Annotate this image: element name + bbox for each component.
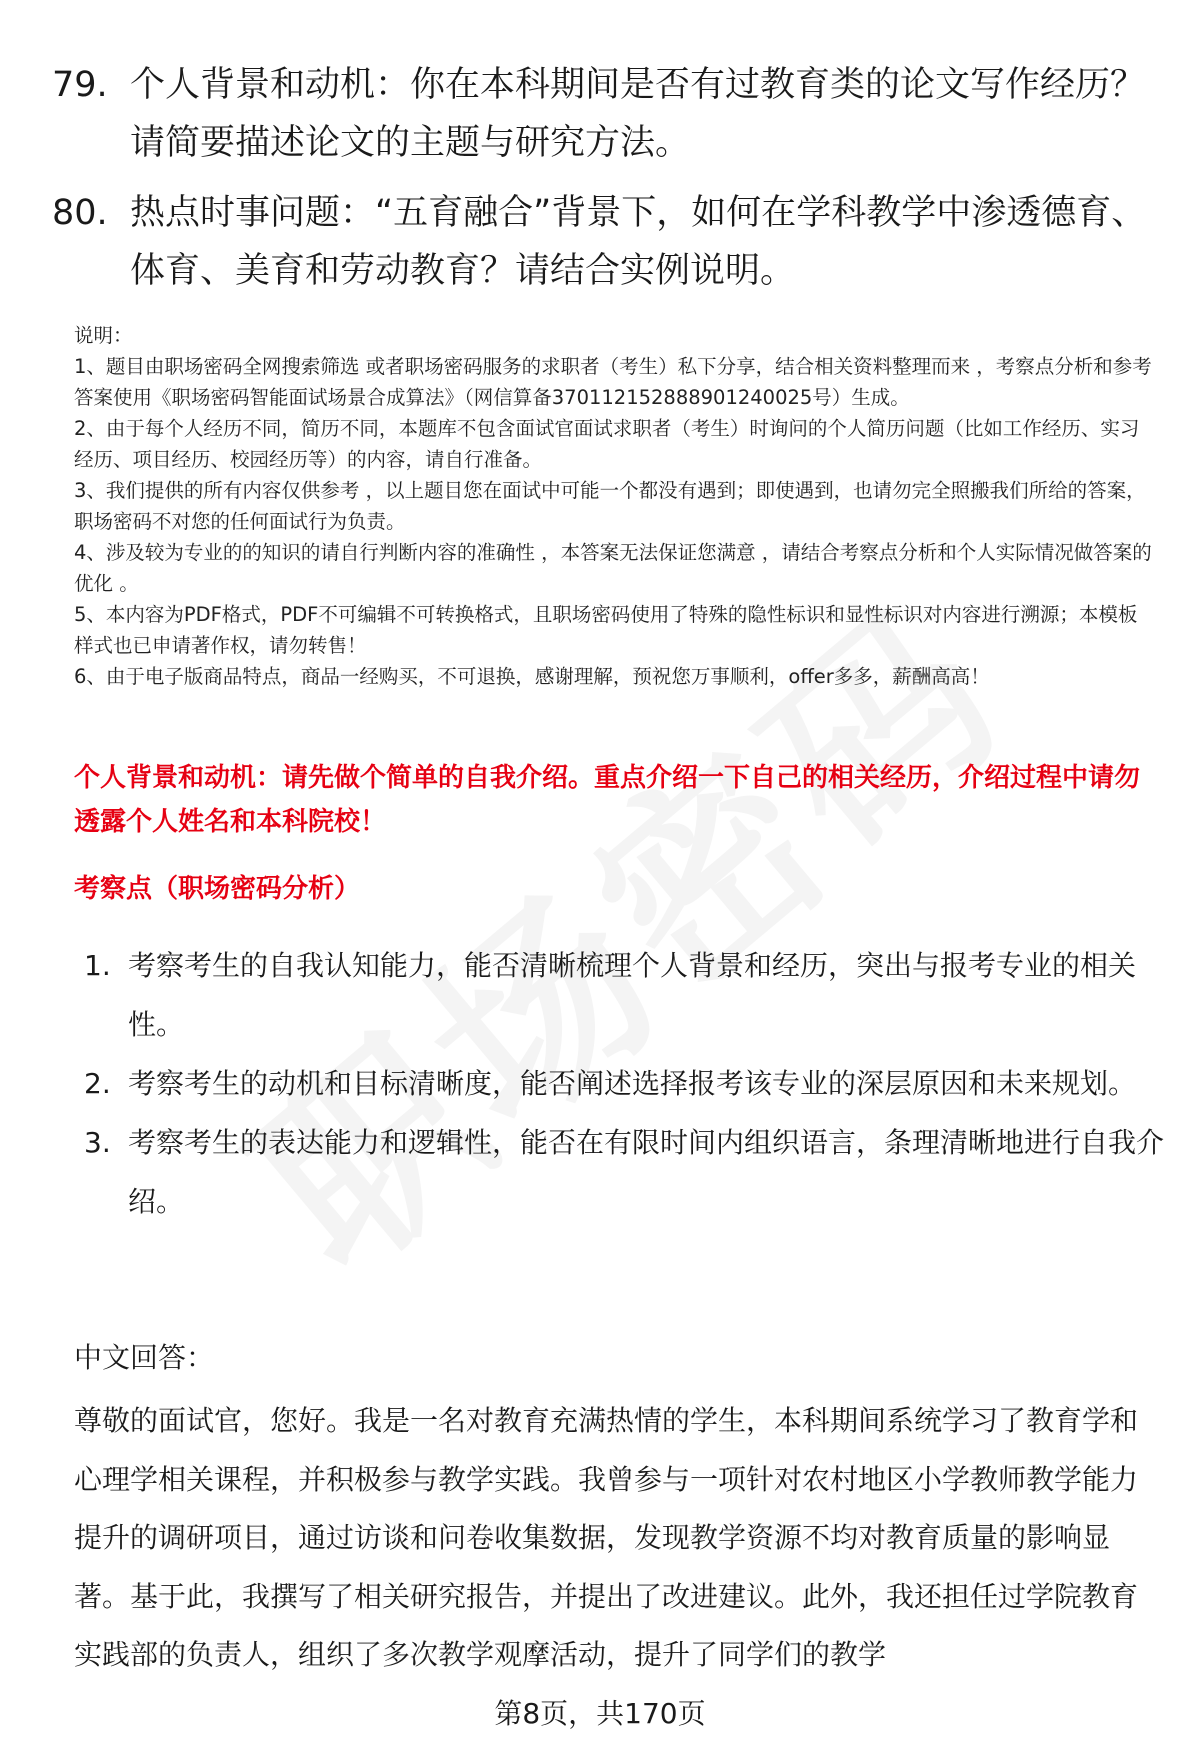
analysis-heading: 考察点（职场密码分析）	[74, 874, 361, 904]
analysis-point	[84, 936, 1164, 1054]
notes-section	[74, 320, 1154, 692]
point-text: 考察考生的表达能力和逻辑性，能否在有限时间内组织语言，条理清晰地进行自我介绍。	[128, 1126, 1165, 1218]
point-text: 考察考生的动机和目标清晰度，能否阐述选择报考该专业的深层原因和未来规划。	[128, 1067, 1137, 1100]
note-item: 6、由于电子版商品特点，商品一经购买，不可退换，感谢理解，预祝您万事顺利，offer多多，薪酬高高！	[74, 665, 990, 688]
page-footer: 第8页，共170页	[494, 1697, 706, 1730]
question-number: 80.	[52, 193, 108, 233]
analysis-point	[84, 1113, 1164, 1231]
question-80	[52, 184, 1152, 300]
question-number: 79.	[52, 65, 108, 105]
point-number: 3.	[84, 1126, 111, 1159]
point-number: 2.	[84, 1067, 111, 1100]
answer-text: 尊敬的面试官，您好。我是一名对教育充满热情的学生，本科期间系统学习了教育学和心理学相关课程，并积极参与教学实践。我曾参与一项针对农村地区小学教师教学能力提升的调研项目，通过访谈和问卷收集数据，发现教学资源不均对教育质量的影响显著。基于此，我撰写了相关研究报告，并提出了改进建议。此外，我还担任过学院教育实践部的负责人，组织了多次教学观摩活动，提升了同学们的教学	[74, 1404, 1139, 1671]
point-number: 1.	[84, 949, 111, 982]
point-text: 考察考生的自我认知能力，能否清晰梳理个人背景和经历，突出与报考专业的相关性。	[128, 949, 1137, 1041]
note-item: 5、本内容为PDF格式，PDF不可编辑不可转换格式，且职场密码使用了特殊的隐性标识和显性标识对内容进行溯源；本模板样式也已申请著作权，请勿转售！	[74, 603, 1138, 657]
analysis-point	[84, 1054, 1164, 1113]
question-text: 个人背景和动机：你在本科期间是否有过教育类的论文写作经历？请简要描述论文的主题与研究方法。	[130, 65, 1146, 163]
answer-label: 中文回答：	[74, 1341, 215, 1374]
question-text: 热点时事问题：“五育融合”背景下，如何在学科教学中渗透德育、体育、美育和劳动教育？请结合实例说明。	[130, 193, 1147, 291]
notes-heading: 说明：	[74, 324, 133, 347]
note-item: 1、题目由职场密码全网搜索筛选 或者职场密码服务的求职者（考生）私下分享，结合相关资料整理而来 ，考察点分析和参考答案使用《职场密码智能面试场景合成算法》（网信算备370112152888901240025号）生成。	[74, 355, 1152, 409]
note-item: 4、涉及较为专业的的知识的请自行判断内容的准确性 ，本答案无法保证您满意 ，请结合考察点分析和个人实际情况做答案的优化 。	[74, 541, 1152, 595]
question-79	[52, 56, 1152, 172]
note-item: 2、由于每个人经历不同，简历不同，本题库不包含面试官面试求职者（考生）时询问的个人简历问题（比如工作经历、实习经历、项目经历、校园经历等）的内容，请自行准备。	[74, 417, 1140, 471]
current-question-title: 个人背景和动机：请先做个简单的自我介绍。重点介绍一下自己的相关经历，介绍过程中请勿透露个人姓名和本科院校！	[74, 763, 1141, 837]
note-item: 3、我们提供的所有内容仅供参考 ，以上题目您在面试中可能一个都没有遇到；即使遇到，也请勿完全照搬我们所给的答案，职场密码不对您的任何面试行为负责。	[74, 479, 1146, 533]
analysis-points	[84, 936, 1164, 1231]
